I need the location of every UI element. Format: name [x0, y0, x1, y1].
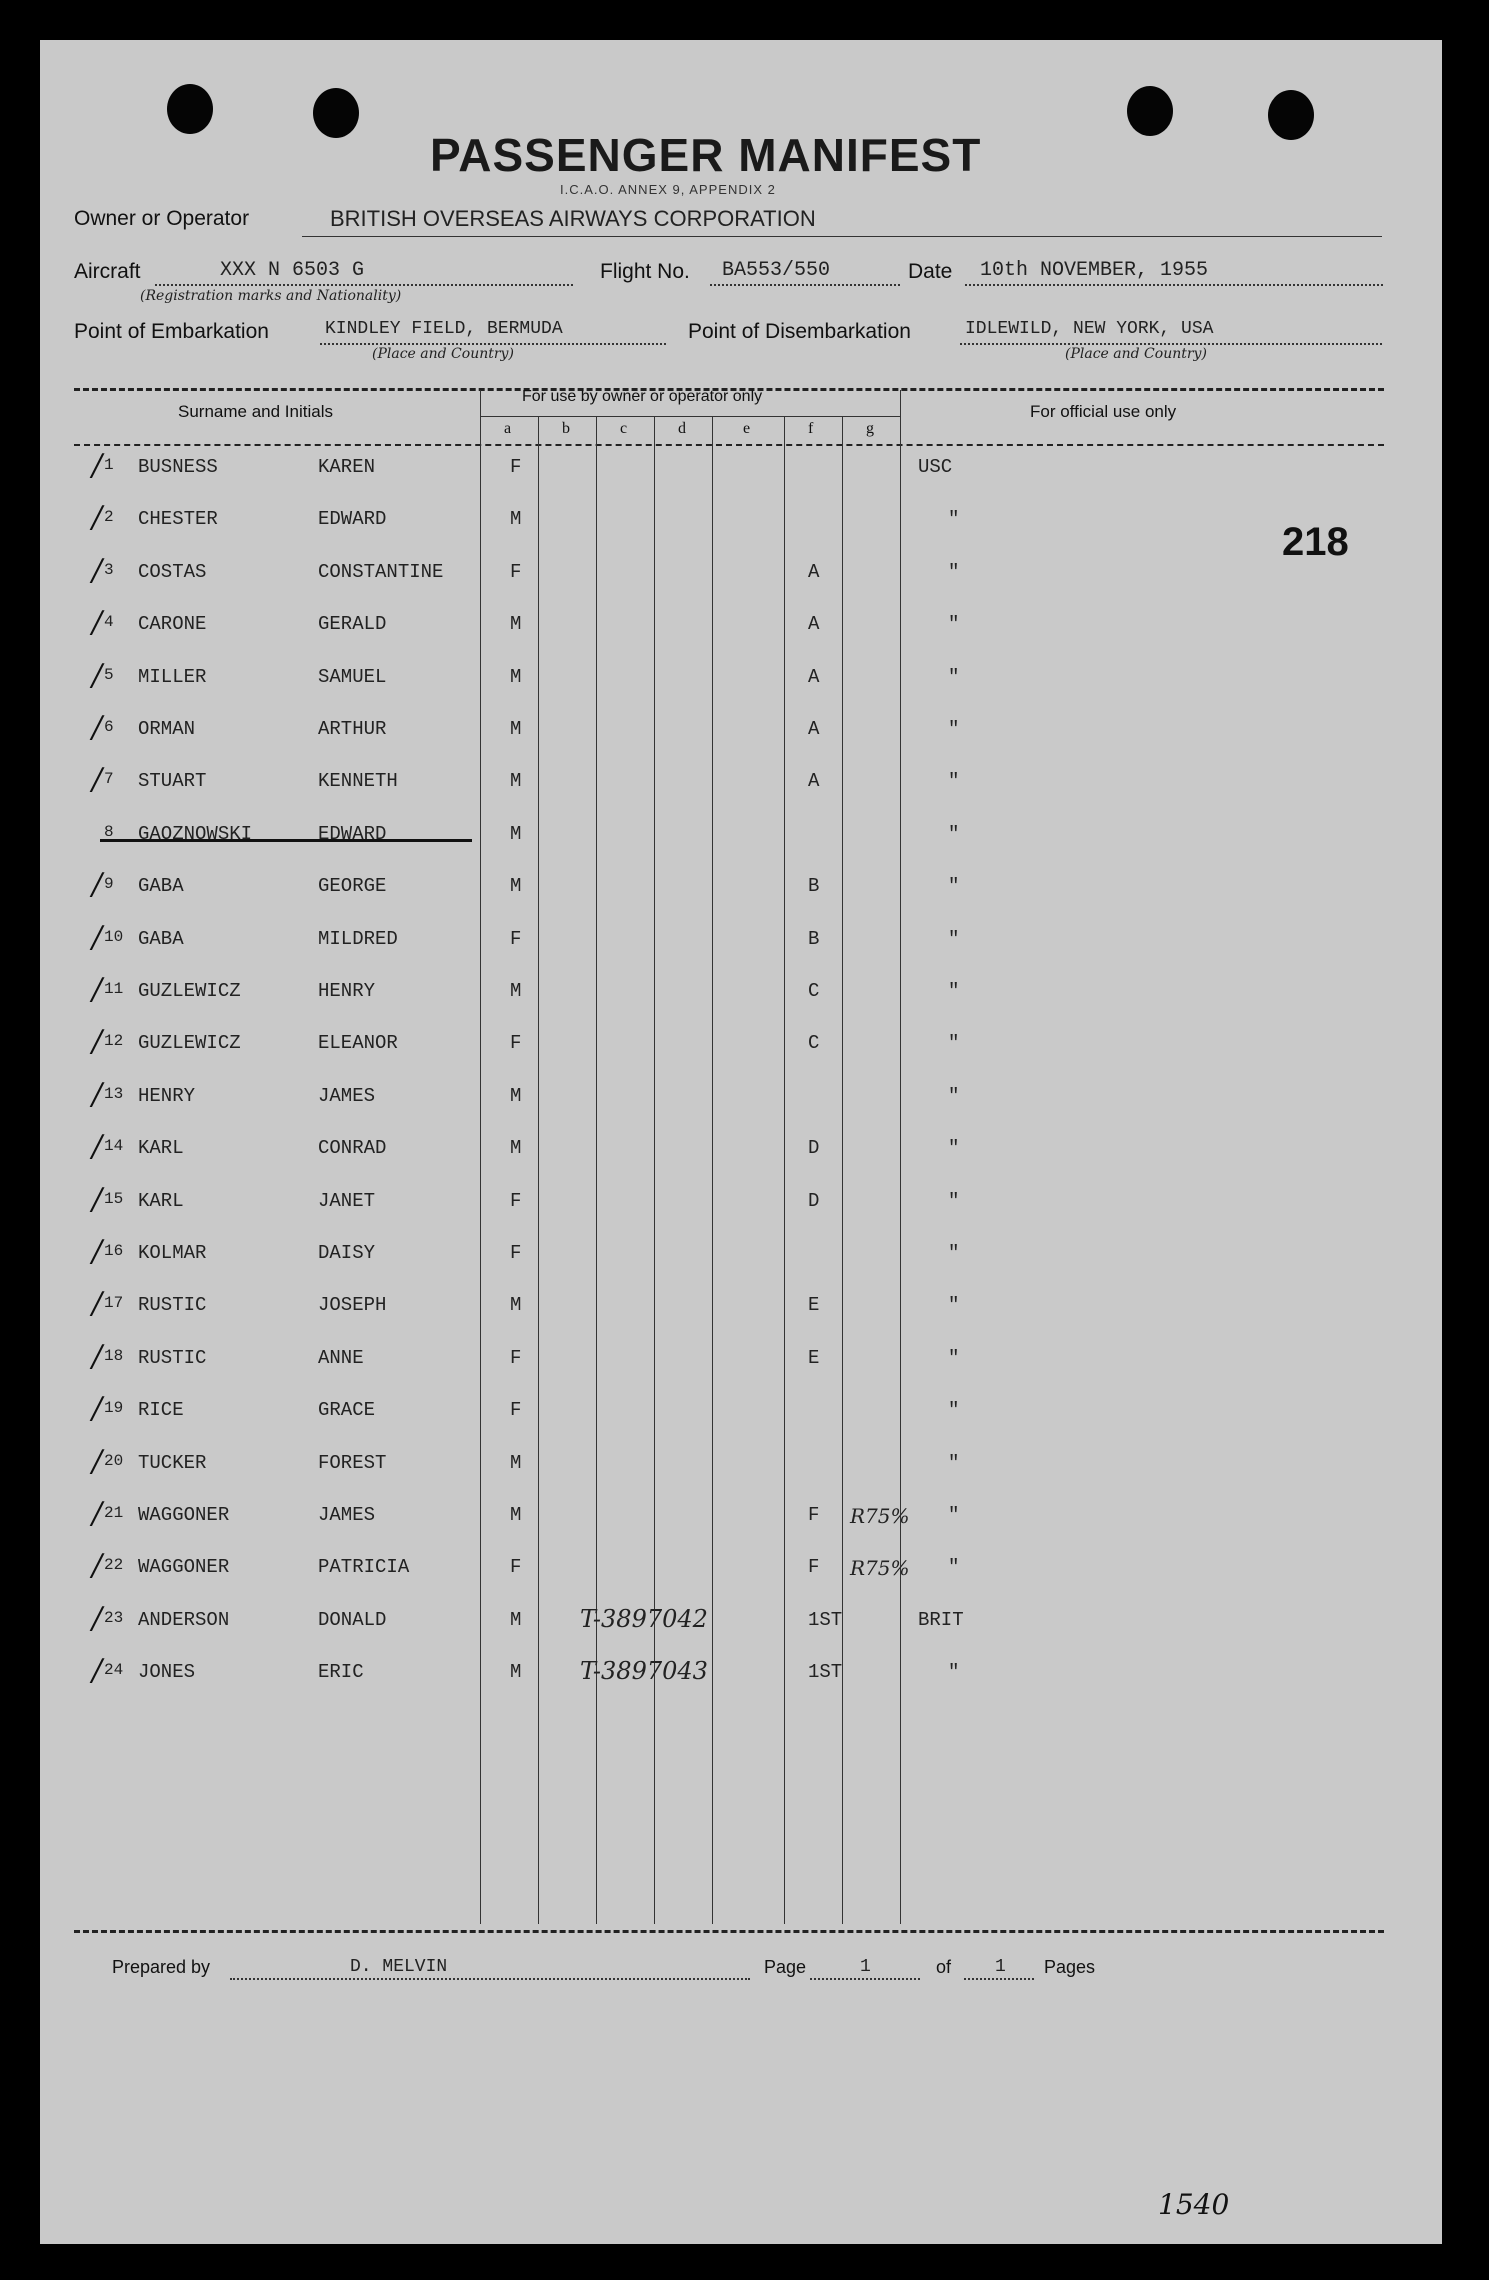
- punch-hole: [1127, 86, 1173, 136]
- embark-line: [320, 343, 666, 345]
- table-header-bottom-rule: [74, 444, 1384, 446]
- ticket-number: T-3897043: [580, 1657, 708, 1685]
- checkmark: /: [92, 553, 103, 588]
- passenger-given-name: GRACE: [318, 1399, 376, 1421]
- table-row: [40, 1601, 1442, 1645]
- passenger-surname: RUSTIC: [138, 1294, 207, 1316]
- checkmark: /: [92, 1548, 103, 1583]
- prepared-line: [230, 1978, 750, 1980]
- group-code: 1ST: [808, 1609, 843, 1631]
- passenger-given-name: GEORGE: [318, 875, 387, 897]
- owner-underline: [302, 236, 1382, 237]
- sub-column-letter: c: [620, 420, 628, 437]
- passenger-surname: COSTAS: [138, 561, 207, 583]
- table-row: [40, 867, 1442, 911]
- passenger-surname: RICE: [138, 1399, 184, 1421]
- passenger-given-name: ELEANOR: [318, 1032, 398, 1054]
- group-code: A: [808, 770, 820, 792]
- passenger-surname: TUCKER: [138, 1452, 207, 1474]
- passenger-sex: F: [510, 1032, 522, 1054]
- passenger-given-name: KAREN: [318, 456, 376, 478]
- disembark-line: [960, 343, 1382, 345]
- table-row: [40, 1496, 1442, 1540]
- official-use: ": [948, 666, 960, 688]
- handwritten-number: 1540: [1158, 2188, 1230, 2221]
- passenger-given-name: SAMUEL: [318, 666, 387, 688]
- date-label: Date: [908, 260, 953, 283]
- manifest-page: [40, 40, 1442, 2244]
- passenger-surname: GABA: [138, 928, 184, 950]
- table-row: [40, 658, 1442, 702]
- official-use: ": [948, 823, 960, 845]
- passenger-surname: KOLMAR: [138, 1242, 207, 1264]
- checkmark: /: [92, 605, 103, 640]
- footer-rule: [74, 1930, 1384, 1933]
- passenger-surname: STUART: [138, 770, 207, 792]
- row-number: 12: [104, 1032, 124, 1050]
- official-use: ": [948, 1556, 960, 1578]
- official-use: ": [948, 613, 960, 635]
- page-value: 1: [860, 1957, 871, 1977]
- passenger-surname: WAGGONER: [138, 1556, 230, 1578]
- group-code: B: [808, 875, 820, 897]
- page-number: 218: [1282, 520, 1349, 564]
- table-row: [40, 448, 1442, 492]
- table-row: [40, 1653, 1442, 1697]
- official-use: ": [948, 928, 960, 950]
- table-row: [40, 823, 1442, 859]
- official-use: ": [948, 1032, 960, 1054]
- passenger-given-name: JANET: [318, 1190, 376, 1212]
- table-row: [40, 1339, 1442, 1383]
- checkmark: /: [92, 1653, 103, 1688]
- passenger-surname: GUZLEWICZ: [138, 980, 241, 1002]
- checkmark: /: [92, 1601, 103, 1636]
- table-row: [40, 972, 1442, 1016]
- passenger-sex: M: [510, 1504, 522, 1526]
- row-number: 17: [104, 1294, 124, 1312]
- date-line: [965, 284, 1383, 286]
- row-number: 7: [104, 770, 114, 788]
- row-number: 3: [104, 561, 114, 579]
- row-number: 24: [104, 1661, 124, 1679]
- passenger-surname: GAOZNOWSKI: [138, 823, 253, 845]
- passenger-given-name: CONRAD: [318, 1137, 387, 1159]
- passenger-surname: CARONE: [138, 613, 207, 635]
- row-number: 15: [104, 1190, 124, 1208]
- table-row: [40, 500, 1442, 544]
- page-line: [810, 1978, 920, 1980]
- col-official-header: For official use only: [1030, 402, 1177, 421]
- table-row: [40, 920, 1442, 964]
- passenger-sex: F: [510, 1556, 522, 1578]
- passenger-given-name: HENRY: [318, 980, 376, 1002]
- passenger-given-name: EDWARD: [318, 823, 387, 845]
- checkmark: /: [92, 1077, 103, 1112]
- pages-label: Pages: [1044, 1957, 1096, 1977]
- group-code: D: [808, 1190, 820, 1212]
- official-use: ": [948, 1085, 960, 1107]
- table-row: [40, 710, 1442, 754]
- passenger-surname: RUSTIC: [138, 1347, 207, 1369]
- passenger-sex: F: [510, 1347, 522, 1369]
- passenger-sex: M: [510, 508, 522, 530]
- table-row: [40, 1548, 1442, 1592]
- page-subtitle: I.C.A.O. ANNEX 9, APPENDIX 2: [560, 182, 776, 197]
- official-use: USC: [918, 456, 953, 478]
- checkmark: /: [92, 920, 103, 955]
- passenger-sex: F: [510, 1190, 522, 1212]
- aircraft-label: Aircraft: [74, 260, 141, 283]
- passenger-surname: MILLER: [138, 666, 207, 688]
- passenger-sex: M: [510, 718, 522, 740]
- passenger-given-name: FOREST: [318, 1452, 387, 1474]
- official-use: ": [948, 1242, 960, 1264]
- passenger-surname: ORMAN: [138, 718, 196, 740]
- checkmark: /: [92, 1182, 103, 1217]
- passenger-given-name: PATRICIA: [318, 1556, 410, 1578]
- table-row: [40, 1234, 1442, 1278]
- prepared-label: Prepared by: [112, 1957, 211, 1977]
- group-code: B: [808, 928, 820, 950]
- row-number: 2: [104, 508, 114, 526]
- owner-label: Owner or Operator: [74, 207, 250, 230]
- passenger-surname: KARL: [138, 1137, 184, 1159]
- checkmark: /: [92, 1339, 103, 1374]
- group-code: 1ST: [808, 1661, 843, 1683]
- fare-note: R75%: [850, 1556, 910, 1580]
- passenger-sex: M: [510, 1661, 522, 1683]
- col-name-header: Surname and Initials: [178, 402, 333, 421]
- passenger-surname: HENRY: [138, 1085, 196, 1107]
- table-row: [40, 553, 1442, 597]
- flight-value: BA553/550: [722, 259, 831, 282]
- checkmark: /: [92, 1286, 103, 1321]
- passenger-surname: ANDERSON: [138, 1609, 230, 1631]
- official-use: ": [948, 875, 960, 897]
- prepared-value: D. MELVIN: [350, 1957, 448, 1977]
- sub-column-letter: g: [866, 420, 874, 437]
- page-label: Page: [764, 1957, 807, 1977]
- group-code: F: [808, 1556, 820, 1578]
- passenger-given-name: JAMES: [318, 1504, 376, 1526]
- passenger-given-name: CONSTANTINE: [318, 561, 444, 583]
- passenger-surname: KARL: [138, 1190, 184, 1212]
- passenger-surname: BUSNESS: [138, 456, 218, 478]
- passenger-given-name: ARTHUR: [318, 718, 387, 740]
- row-number: 22: [104, 1556, 124, 1574]
- passenger-sex: M: [510, 770, 522, 792]
- passenger-given-name: KENNETH: [318, 770, 398, 792]
- passenger-surname: GUZLEWICZ: [138, 1032, 241, 1054]
- passenger-sex: F: [510, 561, 522, 583]
- owner-value: BRITISH OVERSEAS AIRWAYS CORPORATION: [330, 206, 816, 231]
- disembark-label: Point of Disembarkation: [688, 320, 911, 343]
- table-row: [40, 1024, 1442, 1068]
- passenger-sex: M: [510, 980, 522, 1002]
- sub-column-letter: b: [562, 420, 570, 437]
- passenger-given-name: DAISY: [318, 1242, 376, 1264]
- passenger-surname: WAGGONER: [138, 1504, 230, 1526]
- row-number: 4: [104, 613, 114, 631]
- table-row: [40, 1286, 1442, 1330]
- embark-value: KINDLEY FIELD, BERMUDA: [325, 319, 563, 339]
- row-number: 8: [104, 823, 114, 841]
- embark-label: Point of Embarkation: [74, 320, 269, 343]
- row-number: 11: [104, 980, 124, 998]
- flight-line: [710, 284, 900, 286]
- official-use: ": [948, 1137, 960, 1159]
- table-row: [40, 1077, 1442, 1121]
- aircraft-line: [155, 284, 573, 286]
- group-code: E: [808, 1294, 820, 1316]
- passenger-given-name: DONALD: [318, 1609, 387, 1631]
- official-use: ": [948, 770, 960, 792]
- passenger-sex: M: [510, 1452, 522, 1474]
- group-code: A: [808, 666, 820, 688]
- official-use: ": [948, 1504, 960, 1526]
- checkmark: /: [92, 448, 103, 483]
- sub-column-letter: d: [678, 420, 686, 437]
- passenger-surname: JONES: [138, 1661, 196, 1683]
- row-number: 6: [104, 718, 114, 736]
- passenger-sex: M: [510, 1085, 522, 1107]
- group-code: A: [808, 613, 820, 635]
- official-use: ": [948, 1190, 960, 1212]
- row-number: 5: [104, 666, 114, 684]
- sub-column-letter: a: [504, 420, 512, 437]
- table-row: [40, 1444, 1442, 1488]
- official-use: ": [948, 1347, 960, 1369]
- group-code: C: [808, 980, 820, 1002]
- passenger-sex: M: [510, 1137, 522, 1159]
- checkmark: /: [92, 1234, 103, 1269]
- disembark-hint: (Place and Country): [1065, 346, 1207, 362]
- passenger-sex: M: [510, 1609, 522, 1631]
- official-use: ": [948, 1452, 960, 1474]
- passenger-given-name: ANNE: [318, 1347, 364, 1369]
- group-code: A: [808, 718, 820, 740]
- passenger-sex: M: [510, 613, 522, 635]
- flight-label: Flight No.: [600, 260, 690, 283]
- row-number: 23: [104, 1609, 124, 1627]
- passenger-sex: F: [510, 928, 522, 950]
- passenger-given-name: JAMES: [318, 1085, 376, 1107]
- passenger-sex: F: [510, 456, 522, 478]
- official-use: BRIT: [918, 1609, 964, 1631]
- passenger-given-name: MILDRED: [318, 928, 398, 950]
- passenger-given-name: JOSEPH: [318, 1294, 387, 1316]
- checkmark: /: [92, 500, 103, 535]
- checkmark: /: [92, 1444, 103, 1479]
- official-use: ": [948, 718, 960, 740]
- row-number: 16: [104, 1242, 124, 1260]
- punch-hole: [1268, 90, 1314, 140]
- disembark-value: IDLEWILD, NEW YORK, USA: [965, 319, 1214, 339]
- checkmark: /: [92, 1024, 103, 1059]
- passenger-surname: CHESTER: [138, 508, 218, 530]
- row-number: 21: [104, 1504, 124, 1522]
- aircraft-value: XXX N 6503 G: [220, 259, 365, 282]
- group-code: C: [808, 1032, 820, 1054]
- passenger-sex: F: [510, 1399, 522, 1421]
- group-code: D: [808, 1137, 820, 1159]
- passenger-sex: F: [510, 1242, 522, 1264]
- strikethrough: [100, 839, 472, 842]
- checkmark: /: [92, 972, 103, 1007]
- passenger-given-name: ERIC: [318, 1661, 364, 1683]
- subheader-rule: [480, 416, 900, 417]
- official-use: ": [948, 508, 960, 530]
- passenger-surname: GABA: [138, 875, 184, 897]
- row-number: 10: [104, 928, 124, 946]
- punch-hole: [313, 88, 359, 138]
- passenger-given-name: GERALD: [318, 613, 387, 635]
- of-label: of: [936, 1957, 952, 1977]
- row-number: 20: [104, 1452, 124, 1470]
- group-code: A: [808, 561, 820, 583]
- passenger-sex: M: [510, 875, 522, 897]
- row-number: 1: [104, 456, 114, 474]
- table-row: [40, 1182, 1442, 1226]
- row-number: 19: [104, 1399, 124, 1417]
- group-code: F: [808, 1504, 820, 1526]
- table-row: [40, 1391, 1442, 1435]
- row-number: 18: [104, 1347, 124, 1365]
- row-number: 13: [104, 1085, 124, 1103]
- of-line: [964, 1978, 1034, 1980]
- checkmark: /: [92, 710, 103, 745]
- passenger-given-name: EDWARD: [318, 508, 387, 530]
- official-use: ": [948, 1399, 960, 1421]
- passenger-sex: M: [510, 666, 522, 688]
- embark-hint: (Place and Country): [372, 346, 514, 362]
- official-use: ": [948, 561, 960, 583]
- ticket-number: T-3897042: [580, 1605, 708, 1633]
- checkmark: /: [92, 1496, 103, 1531]
- sub-column-letter: f: [808, 420, 814, 437]
- row-number: 14: [104, 1137, 124, 1155]
- checkmark: /: [92, 1129, 103, 1164]
- sub-column-letter: e: [743, 420, 751, 437]
- fare-note: R75%: [850, 1504, 910, 1528]
- checkmark: /: [92, 867, 103, 902]
- checkmark: /: [92, 658, 103, 693]
- official-use: ": [948, 980, 960, 1002]
- group-code: E: [808, 1347, 820, 1369]
- checkmark: /: [92, 1391, 103, 1426]
- row-number: 9: [104, 875, 114, 893]
- checkmark: /: [92, 762, 103, 797]
- of-value: 1: [995, 1957, 1006, 1977]
- passenger-sex: M: [510, 823, 522, 845]
- date-value: 10th NOVEMBER, 1955: [980, 259, 1209, 282]
- punch-hole: [167, 84, 213, 134]
- table-row: [40, 762, 1442, 806]
- passenger-sex: M: [510, 1294, 522, 1316]
- col-owner-header: For use by owner or operator only: [522, 388, 763, 405]
- official-use: ": [948, 1661, 960, 1683]
- table-row: [40, 605, 1442, 649]
- aircraft-hint: (Registration marks and Nationality): [140, 288, 402, 304]
- page-title: PASSENGER MANIFEST: [430, 129, 982, 181]
- official-use: ": [948, 1294, 960, 1316]
- table-row: [40, 1129, 1442, 1173]
